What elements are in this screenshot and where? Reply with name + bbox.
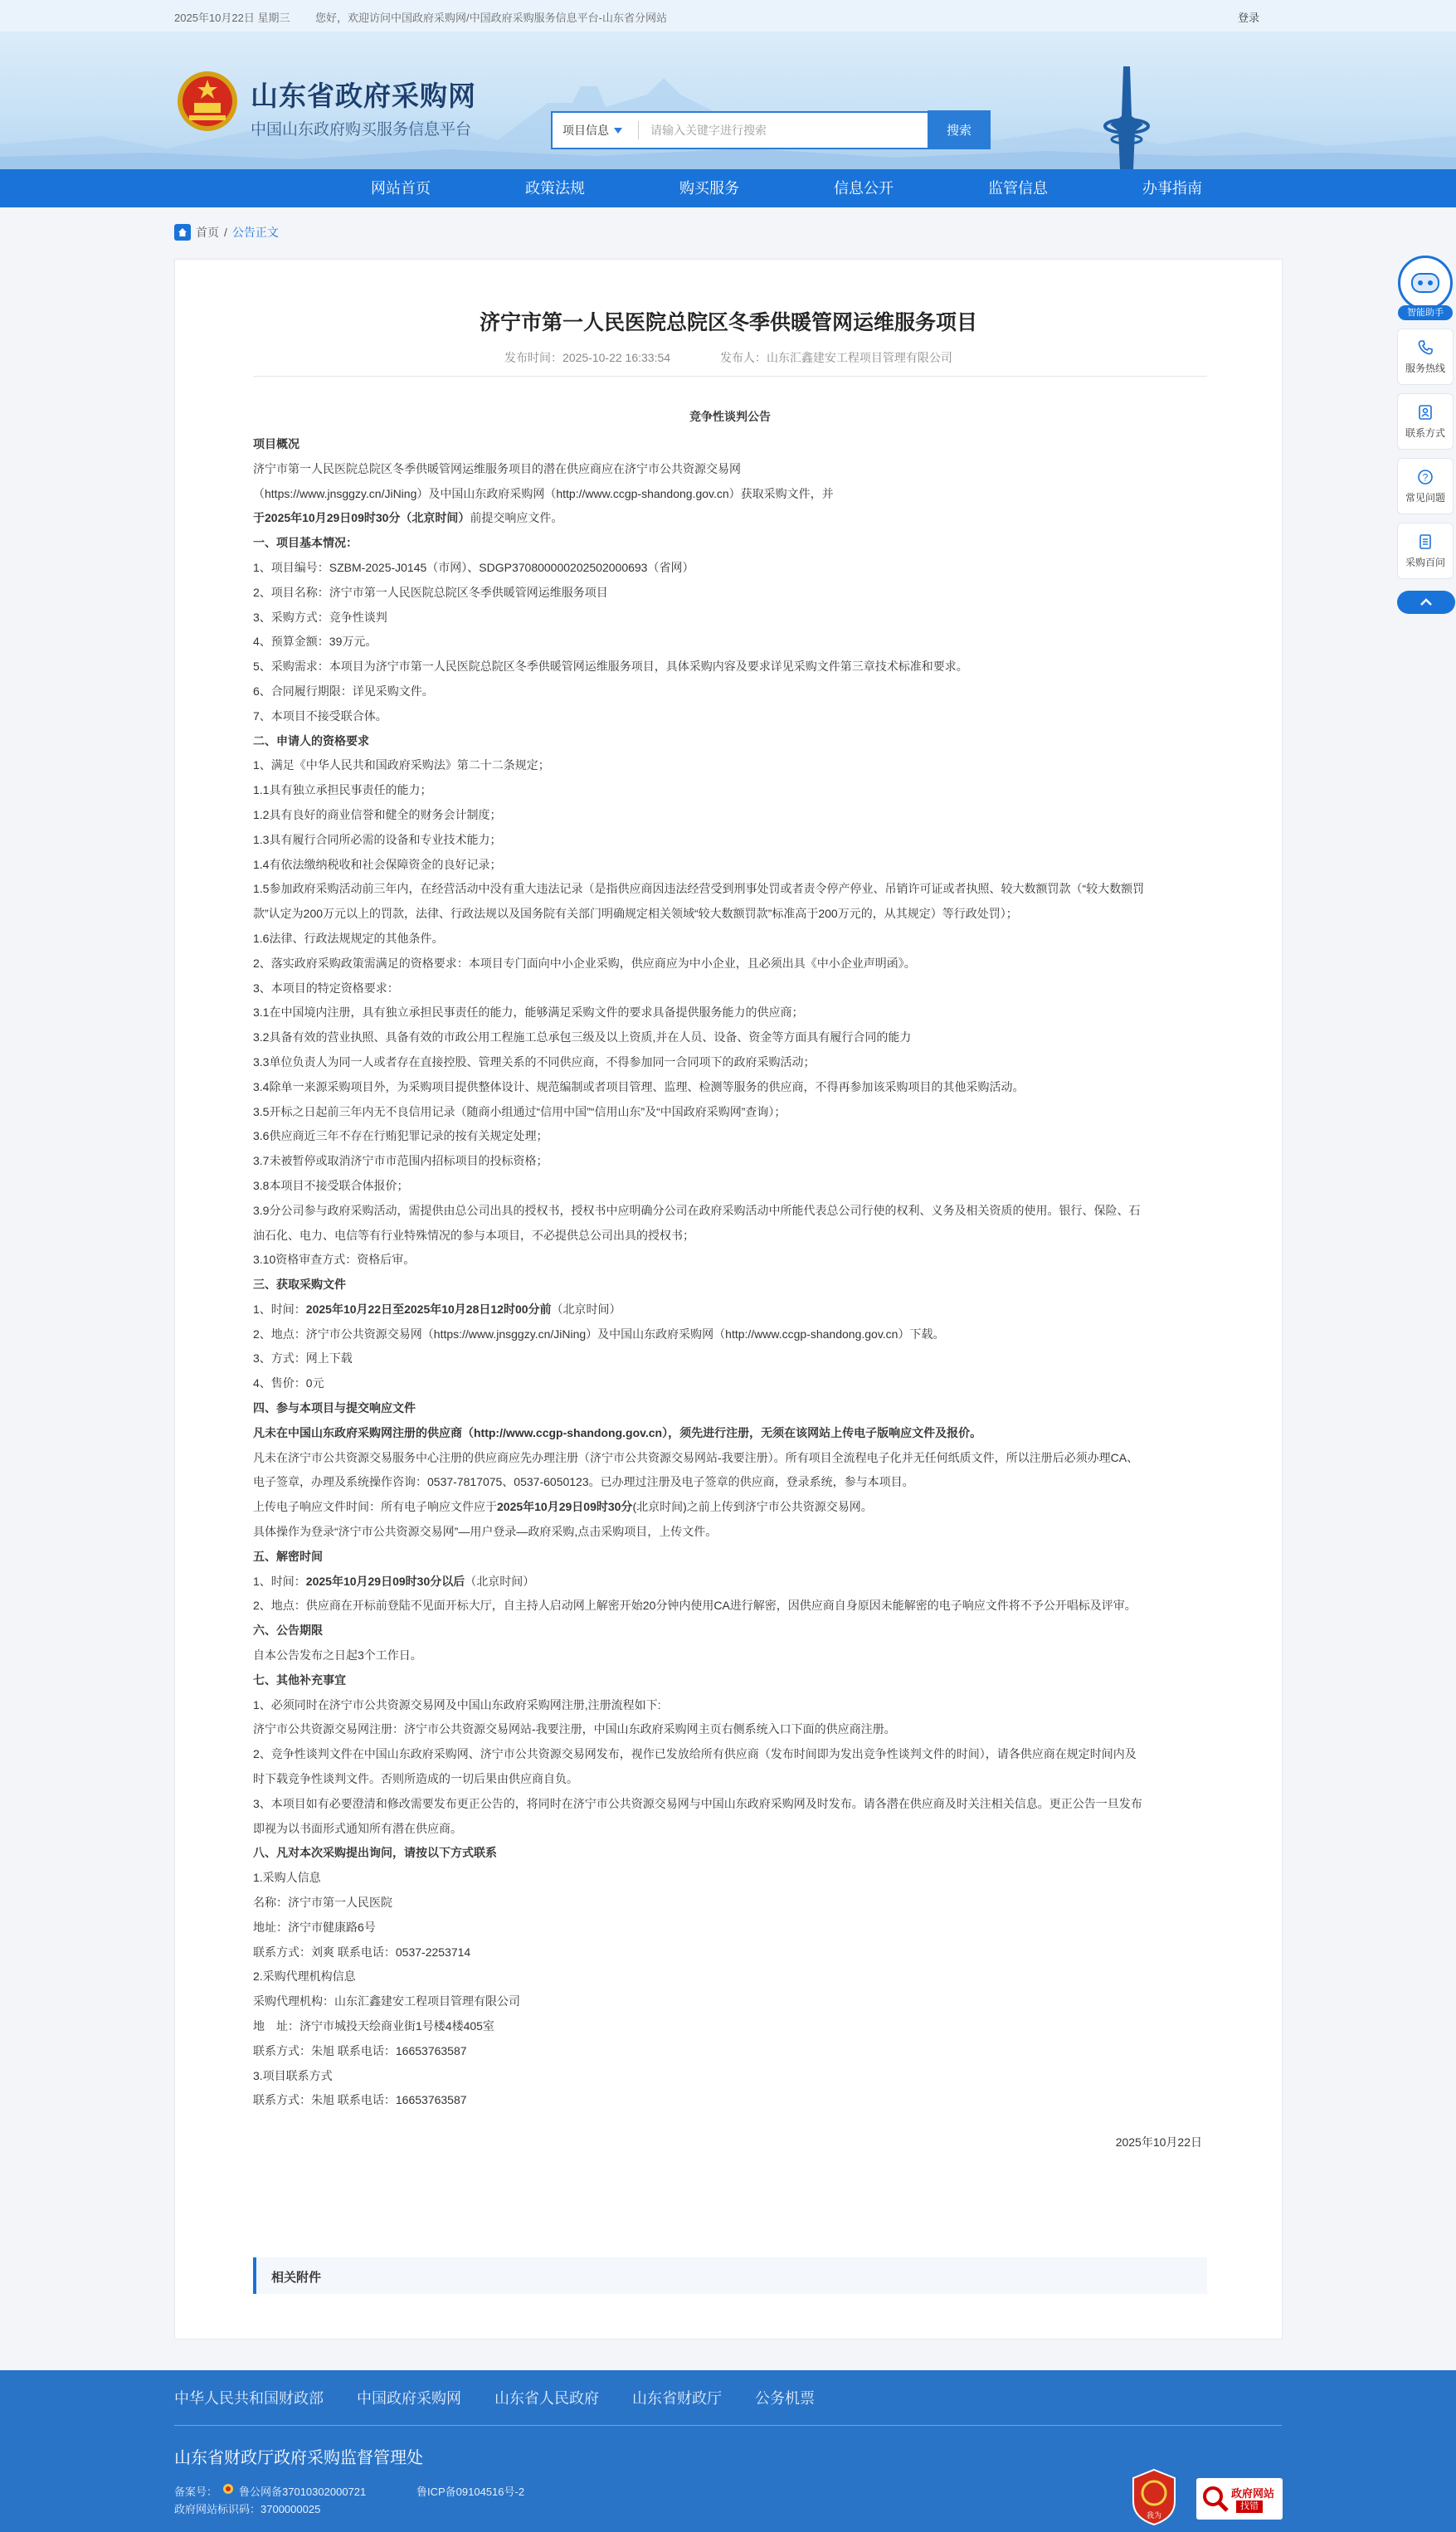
footer-link-mof[interactable]: 中华人民共和国财政部	[174, 2390, 324, 2407]
article-meta	[175, 349, 1282, 366]
search-input[interactable]	[639, 112, 928, 149]
assistant-label[interactable]: 智能助手	[1398, 305, 1453, 320]
phone-icon	[1417, 339, 1434, 356]
article-line: 3.2具备有效的营业执照、具备有效的市政公用工程施工总承包三级及以上资质,并在人员、设备、资金等方面具有履行合同的能力	[253, 1030, 912, 1044]
article-line: 2、地点：供应商在开标前登陆不见面开标大厅，自主持人启动网上解密开始20分钟内使用CA进行解密，因供应商自身原因未能解密的电子响应文件将不予公开唱标及评审。	[253, 1599, 1137, 1613]
breadcrumb-current: 公告正文	[231, 226, 279, 239]
article-title: 济宁市第一人民医院总院区冬季供暖管网运维服务项目	[479, 311, 977, 334]
procurement-qa-button[interactable]	[1397, 523, 1454, 579]
footer-link-air-tickets[interactable]: 公务机票	[755, 2390, 815, 2407]
question-icon	[1417, 469, 1434, 485]
article-line: 4、售价：0元	[253, 1376, 324, 1390]
article-line: 3.4除单一来源采购项目外，为采购项目提供整体设计、规范编制或者项目管理、监理、检测等服务的供应商，不得再参加该采购项目的其他采购活动。	[253, 1079, 1025, 1093]
article-line: 地 址：济宁市城投天绘商业街1号楼4楼405室	[253, 2019, 494, 2033]
article-line: 1、时间：2025年10月29日09时30分以后（北京时间）	[253, 1574, 535, 1588]
article-line: 五、解密时间	[253, 1549, 323, 1563]
main-nav	[0, 169, 1456, 207]
magnifier-icon	[1201, 2485, 1230, 2513]
article-line: 3、方式：网上下载	[253, 1351, 353, 1366]
article-line: 3.7未被暂停或取消济宁市市范围内招标项目的投标资格；	[253, 1154, 548, 1168]
document-list-icon	[1417, 533, 1434, 550]
procurement-qa-label: 采购百问	[1405, 556, 1445, 568]
footer-links	[174, 2387, 815, 2408]
nav-policies[interactable]: 政策法规	[525, 180, 585, 197]
article-line: 联系方式：朱旭 联系电话：16653763587	[253, 2043, 467, 2057]
article-line: 3.10资格审查方式：资格后审。	[253, 1253, 416, 1267]
nav-home[interactable]: 网站首页	[371, 180, 431, 197]
svg-text:?: ?	[1422, 471, 1429, 483]
footer-link-ccgp[interactable]: 中国政府采购网	[357, 2390, 461, 2407]
breadcrumb	[174, 224, 279, 241]
site-code: 政府网站标识码：3700000025	[174, 2503, 321, 2515]
article-line: 4、预算金额：39万元。	[253, 635, 377, 649]
article-line: 二、申请人的资格要求	[253, 733, 369, 747]
site-footer	[0, 2370, 1456, 2532]
welcome-text: 您好，欢迎访问中国政府采购网/中国政府采购服务信息平台-山东省分网站	[315, 12, 667, 24]
faq-button[interactable]	[1397, 458, 1454, 514]
article-line: 采购代理机构：山东汇鑫建安工程项目管理有限公司	[253, 1994, 520, 2009]
gov-site-error-report-badge[interactable]	[1196, 2478, 1283, 2520]
article-line: 1、时间：2025年10月22日至2025年10月28日12时00分前（北京时间）	[253, 1302, 621, 1316]
article-line: 凡未在中国山东政府采购网注册的供应商（http://www.ccgp-shandong.gov.cn），须先进行注册，无须在该网站上传电子版响应文件及报价。	[253, 1425, 982, 1439]
badge-find-error-label: 找错	[1236, 2500, 1263, 2513]
login-link[interactable]: 登录	[1238, 12, 1260, 24]
party-gov-badge-icon[interactable]	[1130, 2468, 1178, 2526]
article-line: 凡未在济宁市公共资源交易服务中心注册的供应商应先办理注册（济宁市公共资源交易网站-我要注册）。所有项目全流程电子化并无任何纸质文件，所以注册后必须办理CA、	[253, 1450, 1139, 1464]
national-emblem-logo	[176, 70, 239, 133]
footer-link-sd-finance[interactable]: 山东省财政厅	[632, 2390, 722, 2407]
site-title: 山东省政府采购网	[251, 80, 476, 111]
current-date: 2025年10月22日 星期三	[174, 12, 290, 24]
article-line: 名称：济宁市第一人民医院	[253, 1896, 392, 1910]
search-button[interactable]: 搜索	[928, 110, 991, 149]
contact-card-icon	[1417, 404, 1434, 421]
article-line: 1、必须同时在济宁市公共资源交易网及中国山东政府采购网注册,注册流程如下:	[253, 1697, 661, 1712]
article-line: 2.采购代理机构信息	[253, 1970, 356, 1984]
article-line: 联系方式：朱旭 联系电话：16653763587	[253, 2093, 467, 2107]
article-line: 电子签章，办理及系统操作咨询：0537-7817075、0537-6050123。已办理过注册及电子签章的供应商，登录系统，参与本项目。	[253, 1475, 914, 1489]
footer-record	[174, 2483, 366, 2499]
police-badge-icon	[222, 2483, 234, 2495]
back-to-top-button[interactable]	[1397, 591, 1455, 614]
footer-org: 山东省财政厅政府采购监督管理处	[174, 2449, 423, 2467]
article-line: 2、落实政府采购政策需满足的资格要求：本项目专门面向中小企业采购，供应商应为中小企业，且必须出具《中小企业声明函》。	[253, 956, 916, 970]
article-line: 四、参与本项目与提交响应文件	[253, 1401, 416, 1415]
article-line: 济宁市公共资源交易网注册：济宁市公共资源交易网站-我要注册，中国山东政府采购网主页右侧系统入口下面的供应商注册。	[253, 1722, 896, 1736]
article-line: 1、满足《中华人民共和国政府采购法》第二十二条规定；	[253, 758, 550, 772]
article-line: 时下载竞争性谈判文件。否则所造成的一切后果由供应商自负。	[253, 1772, 578, 1786]
attachments-label: 相关附件	[271, 2271, 322, 2285]
article-line: 1.6法律、行政法规规定的其他条件。	[253, 931, 444, 945]
article-line: 油石化、电力、电信等有行业特殊情况的参与本项目，不必提供总公司出具的授权书；	[253, 1228, 694, 1242]
svg-text:我为: 我为	[1146, 2511, 1162, 2520]
article-line: 2、地点：济宁市公共资源交易网（https://www.jnsggzy.cn/JiNing）及中国山东政府采购网（http://www.ccgp-shandong.gov.cn）下载。	[253, 1327, 945, 1341]
search-category-select[interactable]	[553, 121, 639, 139]
publisher: 发布人：山东汇鑫建安工程项目管理有限公司	[719, 351, 952, 364]
article-line: 2、项目名称：济宁市第一人民医院总院区冬季供暖管网运维服务项目	[253, 585, 608, 599]
article-line: 1.采购人信息	[253, 1871, 321, 1885]
article-line: 3.1在中国境内注册，具有独立承担民事责任的能力，能够满足采购文件的要求具备提供服务能力的供应商；	[253, 1005, 804, 1020]
nav-guide[interactable]: 办事指南	[1142, 180, 1202, 197]
search-category-label: 项目信息	[562, 124, 609, 137]
service-hotline-button[interactable]	[1397, 329, 1454, 385]
breadcrumb-home[interactable]: 首页	[196, 226, 219, 239]
search-bar	[551, 111, 991, 149]
chevron-up-icon	[1419, 598, 1433, 606]
badge-gov-site-label: 政府网站	[1231, 2487, 1275, 2500]
article-line: 6、合同履行期限：详见采购文件。	[253, 684, 434, 698]
article-line: 具体操作为登录“济宁市公共资源交易网”—用户登录—政府采购,点击采购项目，上传文件。	[253, 1525, 718, 1539]
breadcrumb-separator: /	[224, 226, 227, 239]
attachments-section	[253, 2257, 1207, 2294]
article-line: 1.1具有独立承担民事责任的能力；	[253, 783, 432, 797]
article-line: 3.3单位负责人为同一人或者存在直接控股、管理关系的不同供应商，不得参加同一合同项下的政府采购活动；	[253, 1054, 816, 1069]
article-line: 款”认定为200万元以上的罚款，法律、行政法规以及国务院有关部门明确规定相关领域“较大数额罚款”标准高于200万元的，从其规定）等行政处罚）；	[253, 907, 1018, 921]
contact-button[interactable]	[1397, 393, 1454, 450]
site-subtitle: 中国山东政府购买服务信息平台	[251, 121, 472, 139]
document-heading: 竞争性谈判公告	[689, 410, 771, 423]
record-label: 备案号：	[174, 2486, 218, 2498]
footer-divider	[174, 2425, 1282, 2426]
article-line: 联系方式：刘爽 联系电话：0537-2253714	[253, 1945, 471, 1959]
article-line: 一、项目基本情况：	[253, 536, 358, 550]
nav-purchase-services[interactable]: 购买服务	[679, 180, 739, 197]
article-line: 项目概况	[253, 437, 299, 450]
article-line: 自本公告发布之日起3个工作日。	[253, 1648, 422, 1663]
nav-supervision[interactable]: 监管信息	[988, 180, 1048, 197]
icp-record-link[interactable]: 鲁ICP备09104516号-2	[416, 2486, 525, 2498]
tower-illustration	[1093, 66, 1160, 169]
article-body	[253, 404, 1207, 2113]
article-line: 1.2具有良好的商业信誉和健全的财务会计制度；	[253, 807, 502, 821]
police-record-link[interactable]: 鲁公网备37010302000721	[239, 2486, 367, 2498]
article-line: 7、本项目不接受联合体。	[253, 708, 387, 723]
article-line: 六、公告期限	[253, 1624, 323, 1638]
article-line: 1.5参加政府采购活动前三年内，在经营活动中没有重大违法记录（是指供应商因违法经营受到刑事处罚或者责令停产停业、吊销许可证或者执照、较大数额罚款（“较大数额罚	[253, 882, 1145, 896]
assistant-robot-icon[interactable]	[1398, 256, 1453, 310]
article-card	[174, 259, 1283, 2340]
publish-time: 发布时间：2025-10-22 16:33:54	[504, 351, 671, 364]
article-line: 上传电子响应文件时间：所有电子响应文件应于2025年10月29日09时30分(北京时间)之前上传到济宁市公共资源交易网。	[253, 1500, 873, 1514]
floating-service-panel	[1397, 256, 1456, 614]
service-hotline-label: 服务热线	[1405, 362, 1445, 374]
article-line: 七、其他补充事宜	[253, 1673, 346, 1687]
article-line: 3、本项目的特定资格要求：	[253, 981, 399, 995]
article-line: 1、项目编号：SZBM-2025-J0145（市网）、SDGP370800000202502000693（省网）	[253, 560, 694, 574]
contact-label: 联系方式	[1405, 426, 1445, 439]
article-line: 于2025年10月29日09时30分（北京时间）前提交响应文件。	[253, 511, 563, 525]
title-divider	[253, 376, 1207, 377]
article-line: 1.3具有履行合同所必需的设备和专业技术能力；	[253, 832, 502, 846]
nav-info-disclosure[interactable]: 信息公开	[834, 180, 894, 197]
site-header	[0, 32, 1456, 169]
article-line: （https://www.jnsggzy.cn/JiNing）及中国山东政府采购网（http://www.ccgp-shandong.gov.cn）获取采购文件，并	[253, 486, 834, 500]
caret-down-icon	[614, 128, 622, 134]
article-line: 3.5开标之日起前三年内无不良信用记录（随商小组通过“信用中国”“信用山东”及“中国政府采购网”查询）；	[253, 1104, 786, 1118]
article-line: 地址：济宁市健康路6号	[253, 1920, 376, 1934]
sign-date: 2025年10月22日	[1115, 2135, 1202, 2149]
faq-label: 常见问题	[1405, 491, 1445, 504]
article-line: 5、采购需求：本项目为济宁市第一人民医院总院区冬季供暖管网运维服务项目，具体采购内容及要求详见采购文件第三章技术标准和要求。	[253, 660, 968, 674]
article-line: 3、采购方式：竞争性谈判	[253, 610, 387, 624]
article-line: 即视为以书面形式通知所有潜在供应商。	[253, 1821, 462, 1835]
article-line: 八、凡对本次采购提出询问，请按以下方式联系	[253, 1846, 497, 1860]
article-line: 1.4有依法缴纳税收和社会保障资金的良好记录；	[253, 857, 502, 871]
article-line: 3.8本项目不接受联合体报价；	[253, 1178, 409, 1192]
article-line: 三、获取采购文件	[253, 1278, 346, 1292]
footer-link-sd-gov[interactable]: 山东省人民政府	[494, 2390, 599, 2407]
article-line: 3.9分公司参与政府采购活动，需提供由总公司出具的授权书，授权书中应明确分公司在政府采购活动中所能代表总公司行使的权利、义务及相关资质的使用。银行、保险、石	[253, 1203, 1141, 1217]
top-bar	[0, 0, 1456, 32]
home-icon	[174, 224, 191, 241]
article-line: 济宁市第一人民医院总院区冬季供暖管网运维服务项目的潜在供应商应在济宁市公共资源交易网	[253, 461, 741, 475]
article-line: 2、竞争性谈判文件在中国山东政府采购网、济宁市公共资源交易网发布，视作已发放给所有供应商（发布时间即为发出竞争性谈判文件的时间），请各供应商在规定时间内及	[253, 1747, 1137, 1761]
article-line: 3.项目联系方式	[253, 2068, 333, 2082]
article-line: 3.6供应商近三年不存在行贿犯罪记录的按有关规定处理；	[253, 1129, 548, 1143]
article-line: 3、本项目如有必要澄清和修改需要发布更正公告的，将同时在济宁市公共资源交易网与中国山东政府采购网及时发布。请各潜在供应商及时关注相关信息。更正公告一旦发布	[253, 1796, 1142, 1810]
